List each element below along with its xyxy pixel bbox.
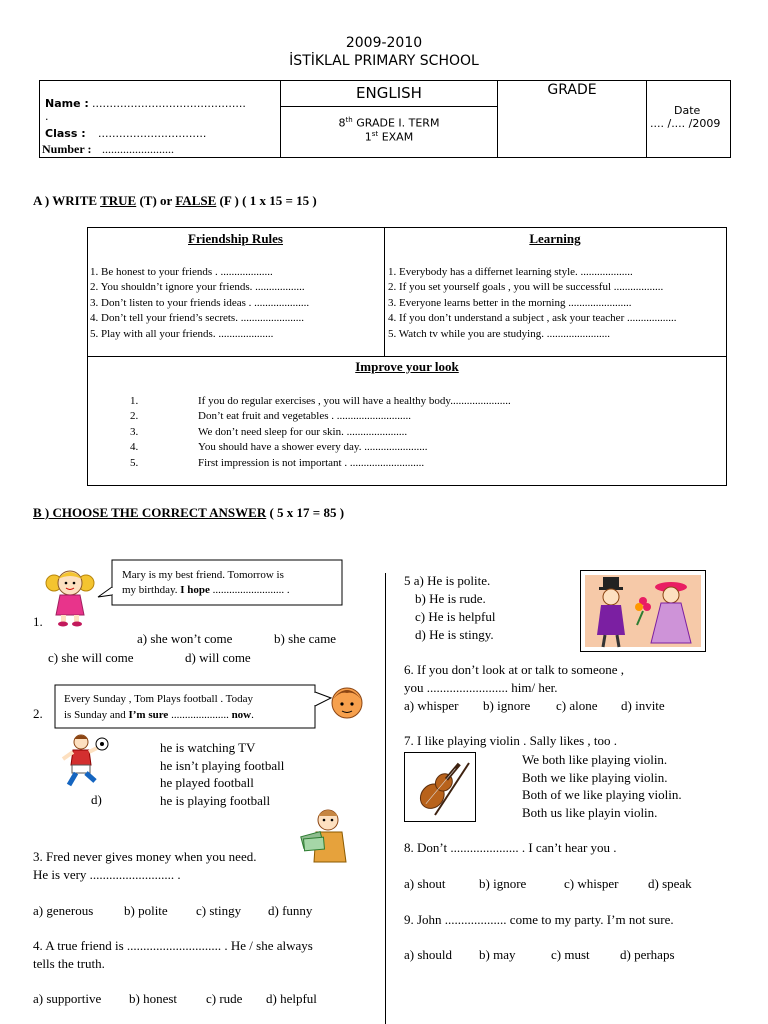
- school-name: İSTİKLAL PRIMARY SCHOOL: [289, 53, 479, 69]
- q5-option-c[interactable]: c) He is helpful: [415, 609, 496, 624]
- q8-option-b[interactable]: b) ignore: [479, 876, 527, 891]
- friendship-item[interactable]: 4. Don’t tell your friend’s secrets. .......................: [90, 312, 304, 325]
- q4-option-d[interactable]: d) helpful: [266, 991, 317, 1006]
- friendship-rules-title: Friendship Rules: [188, 231, 283, 246]
- q3-option-b[interactable]: b) polite: [124, 903, 168, 918]
- q1-option-a[interactable]: a) she won’t come: [137, 631, 233, 646]
- q7-option-a[interactable]: We both like playing violin.: [522, 752, 668, 767]
- q7-option-b[interactable]: Both we like playing violin.: [522, 769, 668, 785]
- column-divider: [385, 573, 386, 1024]
- speech-bubble-q1: [96, 559, 344, 607]
- school-year: 2009-2010: [345, 35, 423, 51]
- learning-item[interactable]: 4. If you don’t understand a subject , ask your teacher ..................: [388, 312, 677, 325]
- q2-option-b[interactable]: he isn’t playing football: [160, 757, 285, 773]
- q2-d-label: d): [91, 792, 102, 807]
- q4-question-line2: tells the truth.: [33, 956, 105, 971]
- friendship-item[interactable]: 3. Don’t listen to your friends ideas . ....................: [90, 296, 310, 309]
- q9-question: 9. John ................... come to my party. I’m not sure.: [404, 912, 674, 927]
- couple-clipart: [581, 571, 705, 651]
- q7-option-d[interactable]: Both us like playin violin.: [522, 804, 658, 820]
- q1-bubble-line1: Mary is my best friend. Tomorrow is: [122, 569, 284, 581]
- look-item[interactable]: We don’t need sleep for our skin. ......................: [198, 425, 408, 438]
- q3-question-line2: He is very .......................... .: [33, 867, 181, 882]
- q4-option-b[interactable]: b) honest: [129, 991, 178, 1006]
- q7-question: 7. I like playing violin . Sally likes , too .: [404, 733, 618, 748]
- learning-item[interactable]: 1. Everybody has a differnet learning style. ...................: [388, 266, 633, 278]
- q3-option-a[interactable]: a) generous: [33, 903, 94, 918]
- grade-label: GRADE: [547, 82, 597, 98]
- q8-option-c[interactable]: c) whisper: [564, 876, 619, 891]
- learning-item[interactable]: 2. If you set yourself goals , you will be successful ..................: [388, 281, 664, 294]
- subject-title: ENGLISH: [356, 84, 422, 102]
- q8-option-d[interactable]: d) speak: [648, 876, 692, 891]
- friendship-item[interactable]: 1. Be honest to your friends . ...................: [90, 266, 273, 278]
- q1-option-d[interactable]: d) will come: [185, 650, 251, 665]
- name-field[interactable]: ............................................: [92, 97, 246, 110]
- q7-options: [522, 751, 682, 821]
- q4-option-a[interactable]: a) supportive: [33, 991, 102, 1006]
- number-field[interactable]: ........................: [102, 142, 174, 156]
- friendship-rules-list: [90, 265, 309, 342]
- name-field-dot: .: [45, 110, 49, 123]
- q2-bubble-line2: is Sunday and I’m sure ..................... now.: [64, 709, 254, 721]
- q3-option-c[interactable]: c) stingy: [196, 903, 242, 918]
- q9-option-a[interactable]: a) should: [404, 947, 453, 962]
- look-item[interactable]: You should have a shower every day. .......................: [198, 441, 428, 454]
- q9-option-b[interactable]: b) may: [479, 947, 516, 962]
- q2-option-d[interactable]: he is playing football: [160, 792, 271, 808]
- learning-title: Learning: [529, 231, 581, 246]
- class-field[interactable]: ...............................: [98, 127, 207, 140]
- q5-image-frame: [580, 570, 706, 652]
- stingy-man-clipart: [298, 806, 350, 864]
- improve-look-title: Improve your look: [355, 359, 459, 374]
- q9-option-c[interactable]: c) must: [551, 947, 590, 962]
- q5-option-a[interactable]: 5 a) He is polite.: [404, 573, 491, 588]
- q7-image-frame: [404, 752, 476, 822]
- date-field[interactable]: .... /.... /2009: [650, 117, 721, 130]
- look-item[interactable]: First impression is not important . ...........................: [198, 456, 425, 469]
- q6-question-line1: 6. If you don’t look at or talk to someone ,: [404, 662, 625, 677]
- q8-option-a[interactable]: a) shout: [404, 876, 446, 891]
- q1-number: 1.: [33, 614, 43, 629]
- term-line: 8th GRADE I. TERM: [338, 116, 440, 130]
- q6-option-a[interactable]: a) whisper: [404, 698, 459, 713]
- violin-clipart: [405, 753, 475, 821]
- improve-look-list: [198, 394, 511, 471]
- friendship-item[interactable]: 2. You shouldn’t ignore your friends. ..................: [90, 281, 305, 294]
- q9-option-d[interactable]: d) perhaps: [620, 947, 675, 962]
- q2-options: [160, 739, 284, 809]
- q2-number: 2.: [33, 706, 43, 721]
- friendship-item[interactable]: 5. Play with all your friends. ....................: [90, 327, 274, 340]
- q4-question-line1: 4. A true friend is ............................. . He / she always: [33, 938, 313, 953]
- q5-option-d[interactable]: d) He is stingy.: [415, 627, 494, 642]
- learning-item[interactable]: 3. Everyone learns better in the morning .......................: [388, 296, 632, 309]
- speech-bubble-q2: [54, 684, 334, 730]
- name-label: Name :: [45, 97, 89, 110]
- q1-option-b[interactable]: b) she came: [274, 631, 337, 646]
- q2-option-c[interactable]: he played football: [160, 775, 254, 791]
- section-b-title: B ) CHOOSE THE CORRECT ANSWER ( 5 x 17 = 85 ): [33, 505, 345, 520]
- date-label: Date: [674, 104, 701, 117]
- q6-option-c[interactable]: c) alone: [556, 698, 598, 713]
- exam-line: 1st EXAM: [364, 130, 414, 144]
- look-item[interactable]: Don’t eat fruit and vegetables . ...........................: [198, 410, 412, 423]
- q6-question-line2: you ......................... him/ her.: [404, 680, 558, 695]
- learning-list: [388, 265, 676, 342]
- q4-option-c[interactable]: c) rude: [206, 991, 243, 1006]
- q2-bubble-line1: Every Sunday , Tom Plays football . Today: [64, 693, 254, 705]
- number-label: Number :: [42, 142, 92, 156]
- section-a-title: A ) WRITE TRUE (T) or FALSE (F ) ( 1 x 15 = 15 ): [33, 193, 317, 208]
- q5-option-b[interactable]: b) He is rude.: [415, 591, 486, 606]
- class-label: Class :: [45, 127, 86, 140]
- q3-option-d[interactable]: d) funny: [268, 903, 313, 918]
- football-player-clipart: [55, 733, 113, 791]
- girl-clipart: [42, 565, 98, 627]
- q6-option-d[interactable]: d) invite: [621, 698, 665, 713]
- q6-option-b[interactable]: b) ignore: [483, 698, 531, 713]
- q2-option-a[interactable]: he is watching TV: [160, 740, 256, 755]
- q3-question-line1: 3. Fred never gives money when you need.: [33, 849, 257, 864]
- q7-option-c[interactable]: Both of we like playing violin.: [522, 787, 682, 803]
- q1-option-c[interactable]: c) she will come: [48, 650, 134, 665]
- improve-look-numbers: 1. 2. 3. 4. 5.: [130, 395, 139, 469]
- look-item[interactable]: If you do regular exercises , you will have a healthy body......................: [198, 395, 511, 407]
- q1-bubble-line2: my birthday. I hope .......................... .: [122, 584, 290, 596]
- q8-question: 8. Don’t ..................... . I can’t hear you .: [404, 840, 617, 855]
- learning-item[interactable]: 5. Watch tv while you are studying. .......................: [388, 327, 610, 340]
- boy-head-clipart: [328, 681, 366, 723]
